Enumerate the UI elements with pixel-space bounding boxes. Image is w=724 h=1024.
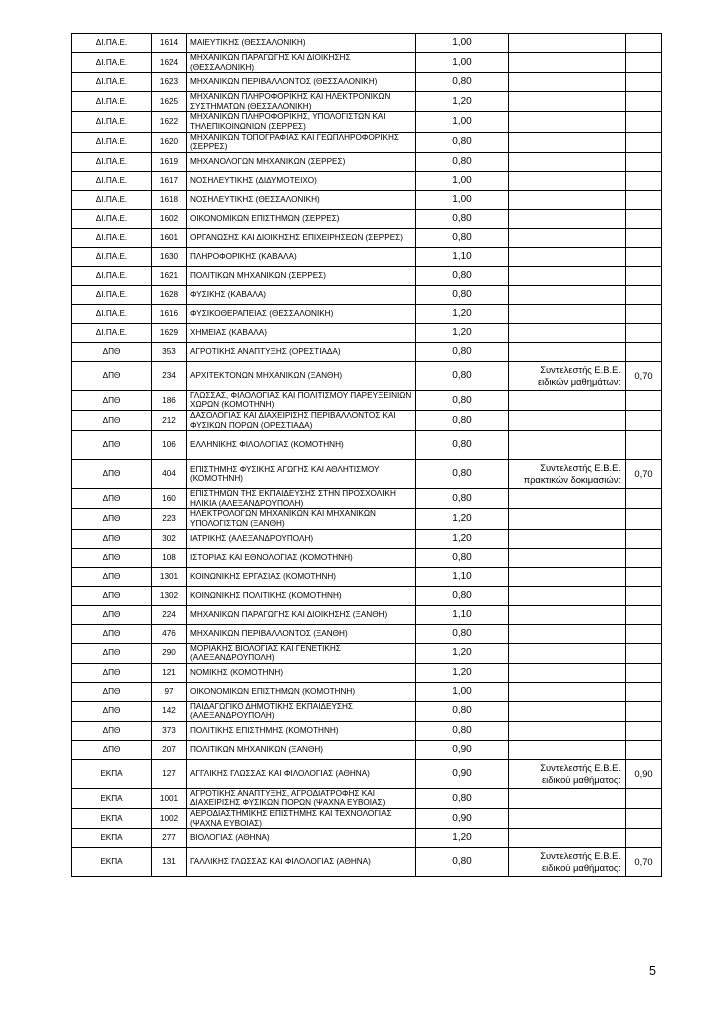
department-name-cell: ΟΡΓΑΝΩΣΗΣ ΚΑΙ ΔΙΟΙΚΗΣΗΣ ΕΠΙΧΕΙΡΗΣΕΩΝ (ΣΕΡΡΕΣ) bbox=[187, 228, 416, 247]
department-name-cell: ΦΥΣΙΚΟΘΕΡΑΠΕΙΑΣ (ΘΕΣΣΑΛΟΝΙΚΗ) bbox=[187, 304, 416, 323]
department-name-cell: ΜΗΧΑΝΙΚΩΝ ΠΕΡΙΒΑΛΛΟΝΤΟΣ (ΘΕΣΣΑΛΟΝΙΚΗ) bbox=[187, 73, 416, 92]
special-coefficient-value-cell: 0,70 bbox=[626, 361, 662, 390]
department-code-cell: 142 bbox=[152, 701, 187, 721]
department-code-cell: 1618 bbox=[152, 190, 187, 209]
department-code-cell: 373 bbox=[152, 721, 187, 740]
coefficient-cell: 1,20 bbox=[416, 323, 509, 342]
department-code-cell: 353 bbox=[152, 342, 187, 361]
table-row bbox=[72, 788, 662, 808]
table-row bbox=[72, 304, 662, 323]
special-coefficient-value-cell: 0,70 bbox=[626, 848, 662, 877]
table-row bbox=[72, 829, 662, 848]
department-code-cell: 1625 bbox=[152, 92, 187, 112]
institution-cell: ΔΠΘ bbox=[72, 643, 152, 663]
special-coefficient-value-cell bbox=[626, 209, 662, 228]
institution-cell: ΔΠΘ bbox=[72, 361, 152, 390]
special-coefficient-label-cell bbox=[509, 247, 626, 266]
table-row bbox=[72, 431, 662, 460]
table-row bbox=[72, 701, 662, 721]
department-code-cell: 1630 bbox=[152, 247, 187, 266]
coefficients-table bbox=[71, 33, 662, 877]
department-code-cell: 234 bbox=[152, 361, 187, 390]
institution-cell: ΕΚΠΑ bbox=[72, 809, 152, 829]
institution-cell: ΔΠΘ bbox=[72, 431, 152, 460]
special-coefficient-label-cell bbox=[509, 342, 626, 361]
coefficient-cell: 1,20 bbox=[416, 829, 509, 848]
special-coefficient-label-cell bbox=[509, 190, 626, 209]
special-coefficient-value-cell bbox=[626, 489, 662, 509]
special-coefficient-value-cell bbox=[626, 390, 662, 410]
department-code-cell: 106 bbox=[152, 431, 187, 460]
department-code-cell: 1617 bbox=[152, 171, 187, 190]
coefficient-cell: 0,80 bbox=[416, 431, 509, 460]
page-number: 5 bbox=[649, 964, 656, 978]
special-coefficient-value-cell bbox=[626, 304, 662, 323]
special-coefficient-value-cell bbox=[626, 190, 662, 209]
table-row bbox=[72, 529, 662, 548]
department-name-cell: ΟΙΚΟΝΟΜΙΚΩΝ ΕΠΙΣΤΗΜΩΝ (ΚΟΜΟΤΗΝΗ) bbox=[187, 682, 416, 701]
institution-cell: ΔΙ.ΠΑ.Ε. bbox=[72, 190, 152, 209]
institution-cell: ΔΙ.ΠΑ.Ε. bbox=[72, 266, 152, 285]
department-code-cell: 1629 bbox=[152, 323, 187, 342]
table-row bbox=[72, 92, 662, 112]
department-code-cell: 127 bbox=[152, 759, 187, 788]
coefficient-cell: 1,00 bbox=[416, 34, 509, 53]
table-row bbox=[72, 410, 662, 430]
table-row bbox=[72, 567, 662, 586]
table-row bbox=[72, 53, 662, 73]
table-row bbox=[72, 740, 662, 759]
special-coefficient-value-cell bbox=[626, 721, 662, 740]
special-coefficient-label-cell bbox=[509, 171, 626, 190]
table-row bbox=[72, 190, 662, 209]
coefficient-cell: 0,90 bbox=[416, 740, 509, 759]
department-code-cell: 1616 bbox=[152, 304, 187, 323]
coefficient-cell: 1,10 bbox=[416, 247, 509, 266]
table-row bbox=[72, 247, 662, 266]
institution-cell: ΔΙ.ΠΑ.Ε. bbox=[72, 304, 152, 323]
table-row bbox=[72, 342, 662, 361]
department-code-cell: 1601 bbox=[152, 228, 187, 247]
coefficient-cell: 0,80 bbox=[416, 73, 509, 92]
department-code-cell: 160 bbox=[152, 489, 187, 509]
department-code-cell: 302 bbox=[152, 529, 187, 548]
coefficient-cell: 1,20 bbox=[416, 529, 509, 548]
special-coefficient-value-cell bbox=[626, 809, 662, 829]
department-name-cell: ΑΡΧΙΤΕΚΤΟΝΩΝ ΜΗΧΑΝΙΚΩΝ (ΞΑΝΘΗ) bbox=[187, 361, 416, 390]
department-name-cell: ΑΕΡΟΔΙΑΣΤΗΜΙΚΗΣ ΕΠΙΣΤΗΜΗΣ ΚΑΙ ΤΕΧΝΟΛΟΓΙΑΣ (ΨΑΧΝΑ ΕΥΒΟΙΑΣ) bbox=[187, 809, 416, 829]
special-coefficient-label-cell bbox=[509, 112, 626, 132]
department-name-cell: ΜΟΡΙΑΚΗΣ ΒΙΟΛΟΓΙΑΣ ΚΑΙ ΓΕΝΕΤΙΚΗΣ (ΑΛΕΞΑΝΔΡΟΥΠΟΛΗ) bbox=[187, 643, 416, 663]
special-coefficient-label-cell bbox=[509, 266, 626, 285]
coefficient-cell: 0,80 bbox=[416, 701, 509, 721]
coefficient-cell: 0,80 bbox=[416, 390, 509, 410]
coefficient-cell: 1,20 bbox=[416, 92, 509, 112]
department-name-cell: ΚΟΙΝΩΝΙΚΗΣ ΠΟΛΙΤΙΚΗΣ (ΚΟΜΟΤΗΝΗ) bbox=[187, 586, 416, 605]
special-coefficient-value-cell bbox=[626, 152, 662, 171]
department-name-cell: ΜΗΧΑΝΙΚΩΝ ΤΟΠΟΓΡΑΦΙΑΣ ΚΑΙ ΓΕΩΠΛΗΡΟΦΟΡΙΚΗΣ (ΣΕΡΡΕΣ) bbox=[187, 132, 416, 152]
department-name-cell: ΓΛΩΣΣΑΣ, ΦΙΛΟΛΟΓΙΑΣ ΚΑΙ ΠΟΛΙΤΙΣΜΟΥ ΠΑΡΕΥΞΕΙΝΙΩΝ ΧΩΡΩΝ (ΚΟΜΟΤΗΝΗ) bbox=[187, 390, 416, 410]
special-coefficient-value-cell bbox=[626, 740, 662, 759]
department-name-cell: ΒΙΟΛΟΓΙΑΣ (ΑΘΗΝΑ) bbox=[187, 829, 416, 848]
special-coefficient-label-cell bbox=[509, 567, 626, 586]
department-code-cell: 108 bbox=[152, 548, 187, 567]
coefficient-cell: 0,80 bbox=[416, 266, 509, 285]
coefficient-cell: 1,10 bbox=[416, 567, 509, 586]
institution-cell: ΔΠΘ bbox=[72, 682, 152, 701]
special-coefficient-label-cell bbox=[509, 53, 626, 73]
department-name-cell: ΠΟΛΙΤΙΚΗΣ ΕΠΙΣΤΗΜΗΣ (ΚΟΜΟΤΗΝΗ) bbox=[187, 721, 416, 740]
table-row bbox=[72, 809, 662, 829]
table-body bbox=[72, 34, 662, 877]
special-coefficient-label-cell bbox=[509, 682, 626, 701]
institution-cell: ΔΙ.ΠΑ.Ε. bbox=[72, 209, 152, 228]
department-name-cell: ΜΗΧΑΝΙΚΩΝ ΠΑΡΑΓΩΓΗΣ ΚΑΙ ΔΙΟΙΚΗΣΗΣ (ΘΕΣΣΑΛΟΝΙΚΗ) bbox=[187, 53, 416, 73]
special-coefficient-value-cell bbox=[626, 663, 662, 682]
table-row bbox=[72, 460, 662, 489]
special-coefficient-value-cell: 0,90 bbox=[626, 759, 662, 788]
special-coefficient-label-cell bbox=[509, 73, 626, 92]
department-code-cell: 223 bbox=[152, 509, 187, 529]
table-row bbox=[72, 548, 662, 567]
coefficient-cell: 0,80 bbox=[416, 460, 509, 489]
institution-cell: ΔΙ.ΠΑ.Ε. bbox=[72, 285, 152, 304]
special-coefficient-value-cell bbox=[626, 228, 662, 247]
special-coefficient-label-cell bbox=[509, 132, 626, 152]
department-name-cell: ΜΗΧΑΝΟΛΟΓΩΝ ΜΗΧΑΝΙΚΩΝ (ΣΕΡΡΕΣ) bbox=[187, 152, 416, 171]
institution-cell: ΔΙ.ΠΑ.Ε. bbox=[72, 228, 152, 247]
special-coefficient-label-cell bbox=[509, 548, 626, 567]
special-coefficient-value-cell bbox=[626, 73, 662, 92]
institution-cell: ΔΠΘ bbox=[72, 529, 152, 548]
institution-cell: ΔΙ.ΠΑ.Ε. bbox=[72, 73, 152, 92]
coefficient-cell: 0,80 bbox=[416, 342, 509, 361]
special-coefficient-value-cell bbox=[626, 701, 662, 721]
institution-cell: ΔΠΘ bbox=[72, 548, 152, 567]
department-name-cell: ΝΟΣΗΛΕΥΤΙΚΗΣ (ΔΙΔΥΜΟΤΕΙΧΟ) bbox=[187, 171, 416, 190]
institution-cell: ΔΠΘ bbox=[72, 701, 152, 721]
coefficient-cell: 0,80 bbox=[416, 848, 509, 877]
special-coefficient-label-cell bbox=[509, 509, 626, 529]
department-code-cell: 1614 bbox=[152, 34, 187, 53]
department-name-cell: ΝΟΜΙΚΗΣ (ΚΟΜΟΤΗΝΗ) bbox=[187, 663, 416, 682]
special-coefficient-label-cell bbox=[509, 209, 626, 228]
coefficient-cell: 0,80 bbox=[416, 285, 509, 304]
coefficient-cell: 1,00 bbox=[416, 53, 509, 73]
coefficient-cell: 1,10 bbox=[416, 605, 509, 624]
table-row bbox=[72, 605, 662, 624]
special-coefficient-label-cell bbox=[509, 809, 626, 829]
institution-cell: ΔΙ.ΠΑ.Ε. bbox=[72, 92, 152, 112]
department-name-cell: ΧΗΜΕΙΑΣ (ΚΑΒΑΛΑ) bbox=[187, 323, 416, 342]
special-coefficient-label-cell bbox=[509, 701, 626, 721]
department-code-cell: 186 bbox=[152, 390, 187, 410]
department-code-cell: 131 bbox=[152, 848, 187, 877]
special-coefficient-value-cell bbox=[626, 567, 662, 586]
department-name-cell: ΜΗΧΑΝΙΚΩΝ ΠΛΗΡΟΦΟΡΙΚΗΣ, ΥΠΟΛΟΓΙΣΤΩΝ ΚΑΙ ΤΗΛΕΠΙΚΟΙΝΩΝΙΩΝ (ΣΕΡΡΕΣ) bbox=[187, 112, 416, 132]
institution-cell: ΔΠΘ bbox=[72, 663, 152, 682]
special-coefficient-label-cell: Συντελεστής Ε.Β.Ε. πρακτικών δοκιμασιών: bbox=[509, 460, 626, 489]
institution-cell: ΔΙ.ΠΑ.Ε. bbox=[72, 132, 152, 152]
institution-cell: ΕΚΠΑ bbox=[72, 788, 152, 808]
special-coefficient-label-cell: Συντελεστής Ε.Β.Ε. ειδικού μαθήματος: bbox=[509, 759, 626, 788]
coefficient-cell: 1,00 bbox=[416, 682, 509, 701]
coefficient-cell: 0,90 bbox=[416, 759, 509, 788]
department-name-cell: ΦΥΣΙΚΗΣ (ΚΑΒΑΛΑ) bbox=[187, 285, 416, 304]
department-name-cell: ΙΣΤΟΡΙΑΣ ΚΑΙ ΕΘΝΟΛΟΓΙΑΣ (ΚΟΜΟΤΗΝΗ) bbox=[187, 548, 416, 567]
institution-cell: ΔΙ.ΠΑ.Ε. bbox=[72, 53, 152, 73]
coefficient-cell: 0,90 bbox=[416, 809, 509, 829]
department-code-cell: 207 bbox=[152, 740, 187, 759]
coefficient-cell: 0,80 bbox=[416, 548, 509, 567]
table-row bbox=[72, 209, 662, 228]
department-name-cell: ΕΠΙΣΤΗΜΩΝ ΤΗΣ ΕΚΠΑΙΔΕΥΣΗΣ ΣΤΗΝ ΠΡΟΣΧΟΛΙΚΗ ΗΛΙΚΙΑ (ΑΛΕΞΑΝΔΡΟΥΠΟΛΗ) bbox=[187, 489, 416, 509]
special-coefficient-value-cell bbox=[626, 682, 662, 701]
special-coefficient-value-cell bbox=[626, 285, 662, 304]
table-row bbox=[72, 361, 662, 390]
department-name-cell: ΠΟΛΙΤΙΚΩΝ ΜΗΧΑΝΙΚΩΝ (ΣΕΡΡΕΣ) bbox=[187, 266, 416, 285]
special-coefficient-label-cell bbox=[509, 34, 626, 53]
institution-cell: ΕΚΠΑ bbox=[72, 829, 152, 848]
institution-cell: ΔΠΘ bbox=[72, 410, 152, 430]
institution-cell: ΕΚΠΑ bbox=[72, 759, 152, 788]
department-name-cell: ΠΟΛΙΤΙΚΩΝ ΜΗΧΑΝΙΚΩΝ (ΞΑΝΘΗ) bbox=[187, 740, 416, 759]
table-row bbox=[72, 682, 662, 701]
department-name-cell: ΓΑΛΛΙΚΗΣ ΓΛΩΣΣΑΣ ΚΑΙ ΦΙΛΟΛΟΓΙΑΣ (ΑΘΗΝΑ) bbox=[187, 848, 416, 877]
coefficient-cell: 1,20 bbox=[416, 304, 509, 323]
special-coefficient-label-cell bbox=[509, 152, 626, 171]
coefficient-cell: 0,80 bbox=[416, 228, 509, 247]
special-coefficient-label-cell bbox=[509, 304, 626, 323]
department-name-cell: ΑΓΓΛΙΚΗΣ ΓΛΩΣΣΑΣ ΚΑΙ ΦΙΛΟΛΟΓΙΑΣ (ΑΘΗΝΑ) bbox=[187, 759, 416, 788]
institution-cell: ΔΠΘ bbox=[72, 605, 152, 624]
institution-cell: ΔΙ.ΠΑ.Ε. bbox=[72, 171, 152, 190]
table-row bbox=[72, 34, 662, 53]
institution-cell: ΔΠΘ bbox=[72, 740, 152, 759]
department-code-cell: 1619 bbox=[152, 152, 187, 171]
table-row bbox=[72, 663, 662, 682]
special-coefficient-label-cell bbox=[509, 285, 626, 304]
department-code-cell: 1002 bbox=[152, 809, 187, 829]
table-row bbox=[72, 112, 662, 132]
coefficient-cell: 0,80 bbox=[416, 209, 509, 228]
special-coefficient-label-cell bbox=[509, 740, 626, 759]
table-row bbox=[72, 171, 662, 190]
table-row bbox=[72, 643, 662, 663]
table-row bbox=[72, 132, 662, 152]
department-code-cell: 277 bbox=[152, 829, 187, 848]
department-name-cell: ΕΛΛΗΝΙΚΗΣ ΦΙΛΟΛΟΓΙΑΣ (ΚΟΜΟΤΗΝΗ) bbox=[187, 431, 416, 460]
department-name-cell: ΠΑΙΔΑΓΩΓΙΚΟ ΔΗΜΟΤΙΚΗΣ ΕΚΠΑΙΔΕΥΣΗΣ (ΑΛΕΞΑΝΔΡΟΥΠΟΛΗ) bbox=[187, 701, 416, 721]
special-coefficient-value-cell bbox=[626, 132, 662, 152]
institution-cell: ΕΚΠΑ bbox=[72, 848, 152, 877]
special-coefficient-value-cell bbox=[626, 605, 662, 624]
department-code-cell: 1621 bbox=[152, 266, 187, 285]
special-coefficient-value-cell bbox=[626, 829, 662, 848]
coefficient-cell: 0,80 bbox=[416, 721, 509, 740]
table-row bbox=[72, 721, 662, 740]
special-coefficient-value-cell bbox=[626, 548, 662, 567]
department-name-cell: ΑΓΡΟΤΙΚΗΣ ΑΝΑΠΤΥΞΗΣ, ΑΓΡΟΔΙΑΤΡΟΦΗΣ ΚΑΙ ΔΙΑΧΕΙΡΙΣΗΣ ΦΥΣΙΚΩΝ ΠΟΡΩΝ (ΨΑΧΝΑ ΕΥΒΟΙΑΣ) bbox=[187, 788, 416, 808]
table-row bbox=[72, 509, 662, 529]
department-name-cell: ΙΑΤΡΙΚΗΣ (ΑΛΕΞΑΝΔΡΟΥΠΟΛΗ) bbox=[187, 529, 416, 548]
department-code-cell: 1620 bbox=[152, 132, 187, 152]
institution-cell: ΔΠΘ bbox=[72, 509, 152, 529]
special-coefficient-value-cell bbox=[626, 529, 662, 548]
special-coefficient-value-cell bbox=[626, 34, 662, 53]
table-row bbox=[72, 323, 662, 342]
special-coefficient-value-cell bbox=[626, 431, 662, 460]
department-name-cell: ΟΙΚΟΝΟΜΙΚΩΝ ΕΠΙΣΤΗΜΩΝ (ΣΕΡΡΕΣ) bbox=[187, 209, 416, 228]
special-coefficient-value-cell bbox=[626, 112, 662, 132]
special-coefficient-value-cell bbox=[626, 53, 662, 73]
special-coefficient-label-cell bbox=[509, 643, 626, 663]
department-name-cell: ΗΛΕΚΤΡΟΛΟΓΩΝ ΜΗΧΑΝΙΚΩΝ ΚΑΙ ΜΗΧΑΝΙΚΩΝ ΥΠΟΛΟΓΙΣΤΩΝ (ΞΑΝΘΗ) bbox=[187, 509, 416, 529]
special-coefficient-value-cell bbox=[626, 266, 662, 285]
institution-cell: ΔΙ.ΠΑ.Ε. bbox=[72, 34, 152, 53]
department-code-cell: 1628 bbox=[152, 285, 187, 304]
institution-cell: ΔΠΘ bbox=[72, 586, 152, 605]
department-code-cell: 121 bbox=[152, 663, 187, 682]
department-code-cell: 404 bbox=[152, 460, 187, 489]
department-name-cell: ΚΟΙΝΩΝΙΚΗΣ ΕΡΓΑΣΙΑΣ (ΚΟΜΟΤΗΝΗ) bbox=[187, 567, 416, 586]
special-coefficient-label-cell bbox=[509, 788, 626, 808]
department-code-cell: 1301 bbox=[152, 567, 187, 586]
institution-cell: ΔΠΘ bbox=[72, 460, 152, 489]
coefficient-cell: 0,80 bbox=[416, 489, 509, 509]
institution-cell: ΔΙ.ΠΑ.Ε. bbox=[72, 152, 152, 171]
special-coefficient-value-cell bbox=[626, 586, 662, 605]
coefficient-cell: 1,20 bbox=[416, 643, 509, 663]
department-code-cell: 1624 bbox=[152, 53, 187, 73]
special-coefficient-value-cell bbox=[626, 643, 662, 663]
institution-cell: ΔΠΘ bbox=[72, 721, 152, 740]
coefficient-cell: 0,80 bbox=[416, 132, 509, 152]
table-row bbox=[72, 285, 662, 304]
table-row bbox=[72, 73, 662, 92]
special-coefficient-label-cell bbox=[509, 410, 626, 430]
special-coefficient-value-cell bbox=[626, 788, 662, 808]
institution-cell: ΔΠΘ bbox=[72, 342, 152, 361]
coefficient-cell: 0,80 bbox=[416, 152, 509, 171]
coefficient-cell: 0,80 bbox=[416, 410, 509, 430]
special-coefficient-label-cell bbox=[509, 721, 626, 740]
special-coefficient-value-cell bbox=[626, 323, 662, 342]
department-name-cell: ΜΗΧΑΝΙΚΩΝ ΠΑΡΑΓΩΓΗΣ ΚΑΙ ΔΙΟΙΚΗΣΗΣ (ΞΑΝΘΗ) bbox=[187, 605, 416, 624]
coefficient-cell: 1,20 bbox=[416, 509, 509, 529]
coefficient-cell: 0,80 bbox=[416, 586, 509, 605]
coefficient-cell: 1,00 bbox=[416, 112, 509, 132]
department-name-cell: ΝΟΣΗΛΕΥΤΙΚΗΣ (ΘΕΣΣΑΛΟΝΙΚΗ) bbox=[187, 190, 416, 209]
department-code-cell: 1602 bbox=[152, 209, 187, 228]
department-code-cell: 1001 bbox=[152, 788, 187, 808]
department-code-cell: 1622 bbox=[152, 112, 187, 132]
department-code-cell: 476 bbox=[152, 624, 187, 643]
institution-cell: ΔΙ.ΠΑ.Ε. bbox=[72, 247, 152, 266]
department-code-cell: 224 bbox=[152, 605, 187, 624]
table-row bbox=[72, 152, 662, 171]
coefficient-cell: 1,00 bbox=[416, 171, 509, 190]
special-coefficient-label-cell bbox=[509, 829, 626, 848]
table-row bbox=[72, 848, 662, 877]
coefficient-cell: 0,80 bbox=[416, 788, 509, 808]
department-code-cell: 97 bbox=[152, 682, 187, 701]
special-coefficient-value-cell bbox=[626, 410, 662, 430]
special-coefficient-value-cell: 0,70 bbox=[626, 460, 662, 489]
special-coefficient-label-cell bbox=[509, 92, 626, 112]
department-code-cell: 212 bbox=[152, 410, 187, 430]
special-coefficient-value-cell bbox=[626, 624, 662, 643]
department-name-cell: ΜΗΧΑΝΙΚΩΝ ΠΛΗΡΟΦΟΡΙΚΗΣ ΚΑΙ ΗΛΕΚΤΡΟΝΙΚΩΝ ΣΥΣΤΗΜΑΤΩΝ (ΘΕΣΣΑΛΟΝΙΚΗ) bbox=[187, 92, 416, 112]
special-coefficient-label-cell bbox=[509, 663, 626, 682]
institution-cell: ΔΠΘ bbox=[72, 624, 152, 643]
special-coefficient-label-cell bbox=[509, 586, 626, 605]
special-coefficient-label-cell: Συντελεστής Ε.Β.Ε. ειδικού μαθήματος: bbox=[509, 848, 626, 877]
institution-cell: ΔΠΘ bbox=[72, 390, 152, 410]
department-code-cell: 290 bbox=[152, 643, 187, 663]
table-row bbox=[72, 489, 662, 509]
department-name-cell: ΔΑΣΟΛΟΓΙΑΣ ΚΑΙ ΔΙΑΧΕΙΡΙΣΗΣ ΠΕΡΙΒΑΛΛΟΝΤΟΣ ΚΑΙ ΦΥΣΙΚΩΝ ΠΟΡΩΝ (ΟΡΕΣΤΙΑΔΑ) bbox=[187, 410, 416, 430]
special-coefficient-label-cell: Συντελεστής Ε.Β.Ε. ειδικών μαθημάτων: bbox=[509, 361, 626, 390]
special-coefficient-value-cell bbox=[626, 92, 662, 112]
department-name-cell: ΑΓΡΟΤΙΚΗΣ ΑΝΑΠΤΥΞΗΣ (ΟΡΕΣΤΙΑΔΑ) bbox=[187, 342, 416, 361]
special-coefficient-label-cell bbox=[509, 228, 626, 247]
department-name-cell: ΕΠΙΣΤΗΜΗΣ ΦΥΣΙΚΗΣ ΑΓΩΓΗΣ ΚΑΙ ΑΘΛΗΤΙΣΜΟΥ (ΚΟΜΟΤΗΝΗ) bbox=[187, 460, 416, 489]
department-code-cell: 1302 bbox=[152, 586, 187, 605]
department-name-cell: ΠΛΗΡΟΦΟΡΙΚΗΣ (ΚΑΒΑΛΑ) bbox=[187, 247, 416, 266]
special-coefficient-label-cell bbox=[509, 431, 626, 460]
special-coefficient-label-cell bbox=[509, 323, 626, 342]
coefficient-cell: 1,20 bbox=[416, 663, 509, 682]
institution-cell: ΔΙ.ΠΑ.Ε. bbox=[72, 112, 152, 132]
special-coefficient-value-cell bbox=[626, 247, 662, 266]
table-row bbox=[72, 586, 662, 605]
special-coefficient-value-cell bbox=[626, 342, 662, 361]
institution-cell: ΔΠΘ bbox=[72, 489, 152, 509]
table-row bbox=[72, 759, 662, 788]
institution-cell: ΔΠΘ bbox=[72, 567, 152, 586]
special-coefficient-value-cell bbox=[626, 171, 662, 190]
department-name-cell: ΜΗΧΑΝΙΚΩΝ ΠΕΡΙΒΑΛΛΟΝΤΟΣ (ΞΑΝΘΗ) bbox=[187, 624, 416, 643]
table-row bbox=[72, 266, 662, 285]
special-coefficient-label-cell bbox=[509, 605, 626, 624]
special-coefficient-label-cell bbox=[509, 529, 626, 548]
coefficient-cell: 1,00 bbox=[416, 190, 509, 209]
special-coefficient-label-cell bbox=[509, 489, 626, 509]
table-row bbox=[72, 228, 662, 247]
table-row bbox=[72, 390, 662, 410]
special-coefficient-label-cell bbox=[509, 624, 626, 643]
department-name-cell: ΜΑΙΕΥΤΙΚΗΣ (ΘΕΣΣΑΛΟΝΙΚΗ) bbox=[187, 34, 416, 53]
coefficient-cell: 0,80 bbox=[416, 624, 509, 643]
table-row bbox=[72, 624, 662, 643]
coefficient-cell: 0,80 bbox=[416, 361, 509, 390]
special-coefficient-value-cell bbox=[626, 509, 662, 529]
department-code-cell: 1623 bbox=[152, 73, 187, 92]
special-coefficient-label-cell bbox=[509, 390, 626, 410]
institution-cell: ΔΙ.ΠΑ.Ε. bbox=[72, 323, 152, 342]
